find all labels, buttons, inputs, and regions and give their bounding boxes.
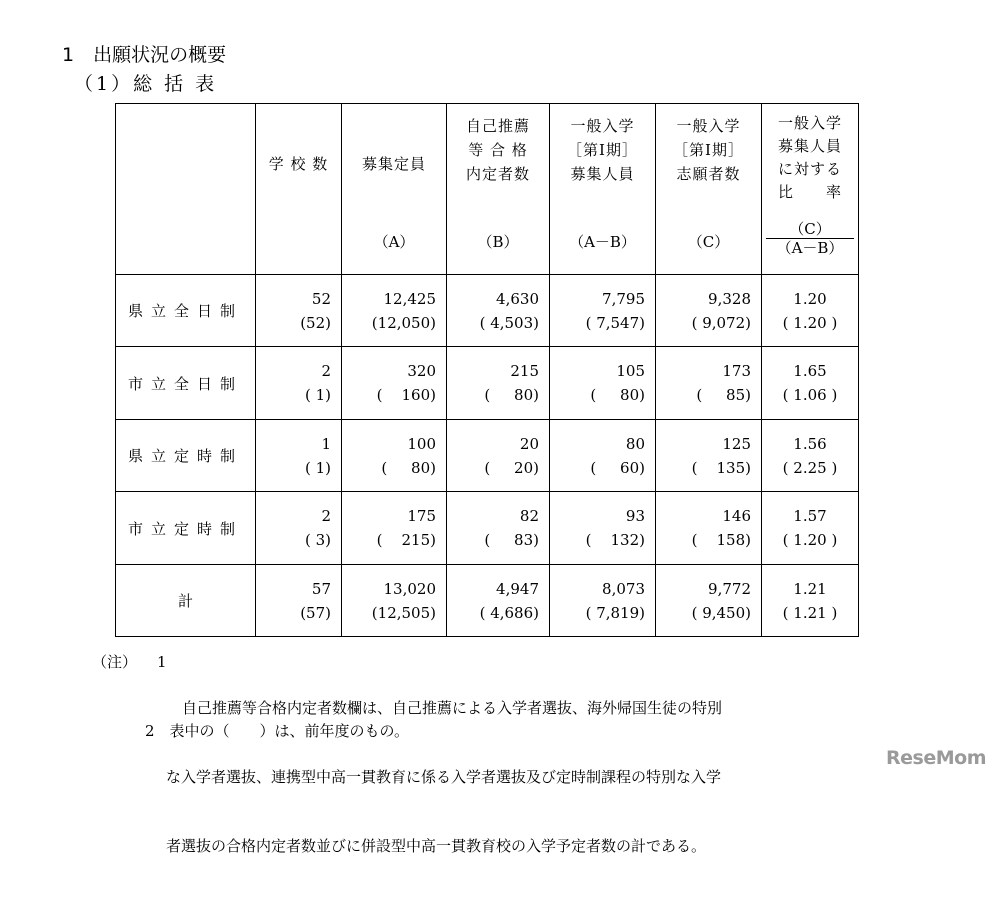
subsection-title: （1）総 括 表 xyxy=(74,73,218,95)
cell-schools: 1 ( 1) xyxy=(256,420,342,492)
cell-general-cap: 93 ( 132) xyxy=(550,492,656,565)
cell-self-rec: 4,947 ( 4,686) xyxy=(447,565,550,637)
cell-schools: 52 (52) xyxy=(256,275,342,347)
header-ratio-numerator: （C） xyxy=(766,220,854,239)
section-title: 1 出願状況の概要 xyxy=(62,44,227,66)
cell-capacity: 12,425 (12,050) xyxy=(342,275,447,347)
cell-ratio: 1.21 ( 1.21 ) xyxy=(762,565,859,637)
header-ratio-denominator: （A－B） xyxy=(776,239,844,257)
cell-schools: 2 ( 1) xyxy=(256,347,342,420)
table-row xyxy=(116,420,859,492)
note-1-line: 者選抜の合格内定者数並びに併設型中高一貫教育校の入学予定者数の計である。 xyxy=(166,837,707,855)
cell-self-rec: 215 ( 80) xyxy=(447,347,550,420)
cell-general-cap: 8,073 ( 7,819) xyxy=(550,565,656,637)
table-row-total xyxy=(116,565,859,637)
cell-capacity: 175 ( 215) xyxy=(342,492,447,565)
table-row xyxy=(116,492,859,565)
cell-applicants: 173 ( 85) xyxy=(656,347,762,420)
header-applicants-sub: （C） xyxy=(687,233,730,251)
note-2: 2 表中の（ ）は、前年度のもの。 xyxy=(145,722,409,740)
cell-schools: 2 ( 3) xyxy=(256,492,342,565)
cell-capacity: 320 ( 160) xyxy=(342,347,447,420)
header-capacity-sub: （A） xyxy=(373,233,415,251)
cell-ratio: 1.65 ( 1.06 ) xyxy=(762,347,859,420)
row-label-total: 計 xyxy=(116,565,256,637)
header-self-rec: 自己推薦 等 合 格 内定者数 （B） xyxy=(447,104,550,275)
cell-ratio: 1.56 ( 2.25 ) xyxy=(762,420,859,492)
cell-schools: 57 (57) xyxy=(256,565,342,637)
cell-general-cap: 80 ( 60) xyxy=(550,420,656,492)
cell-applicants: 9,772 ( 9,450) xyxy=(656,565,762,637)
cell-self-rec: 82 ( 83) xyxy=(447,492,550,565)
cell-applicants: 146 ( 158) xyxy=(656,492,762,565)
cell-capacity: 13,020 (12,505) xyxy=(342,565,447,637)
header-general-cap: 一般入学 ［第Ⅰ期］ 募集人員 （A－B） xyxy=(550,104,656,275)
header-ratio: 一般入学 募集人員 に対する 比 率 $\frac{(C)}{(A-B)}$ xyxy=(762,104,859,275)
header-row xyxy=(116,104,859,275)
row-label: 県立定時制 xyxy=(116,420,256,492)
summary-table xyxy=(115,103,859,637)
cell-applicants: 9,328 ( 9,072) xyxy=(656,275,762,347)
table-row xyxy=(116,275,859,347)
cell-general-cap: 7,795 ( 7,547) xyxy=(550,275,656,347)
header-capacity: 募集定員 （A） xyxy=(342,104,447,275)
header-empty-cell xyxy=(116,104,256,275)
cell-ratio: 1.20 ( 1.20 ) xyxy=(762,275,859,347)
row-label: 市立定時制 xyxy=(116,492,256,565)
header-applicants: 一般入学 ［第Ⅰ期］ 志願者数 （C） xyxy=(656,104,762,275)
cell-capacity: 100 ( 80) xyxy=(342,420,447,492)
note-1-line: 自己推薦等合格内定者数欄は、自己推薦による入学者選抜、海外帰国生徒の特別 xyxy=(182,699,723,717)
resemom-logo: ReseMom xyxy=(886,747,986,769)
cell-self-rec: 4,630 ( 4,503) xyxy=(447,275,550,347)
cell-applicants: 125 ( 135) xyxy=(656,420,762,492)
row-label: 市立全日制 xyxy=(116,347,256,420)
cell-general-cap: 105 ( 80) xyxy=(550,347,656,420)
header-schools: 学 校 数 xyxy=(256,104,342,275)
cell-ratio: 1.57 ( 1.20 ) xyxy=(762,492,859,565)
table-row xyxy=(116,347,859,420)
row-label: 県立全日制 xyxy=(116,275,256,347)
header-general-cap-sub: （A－B） xyxy=(569,233,636,251)
note-1-line: な入学者選抜、連携型中高一貫教育に係る入学者選抜及び定時制課程の特別な入学 xyxy=(166,768,722,786)
cell-self-rec: 20 ( 20) xyxy=(447,420,550,492)
note-1-number: 1 xyxy=(157,653,167,671)
notes-prefix: （注） xyxy=(92,653,138,671)
header-self-rec-sub: （B） xyxy=(477,233,519,251)
